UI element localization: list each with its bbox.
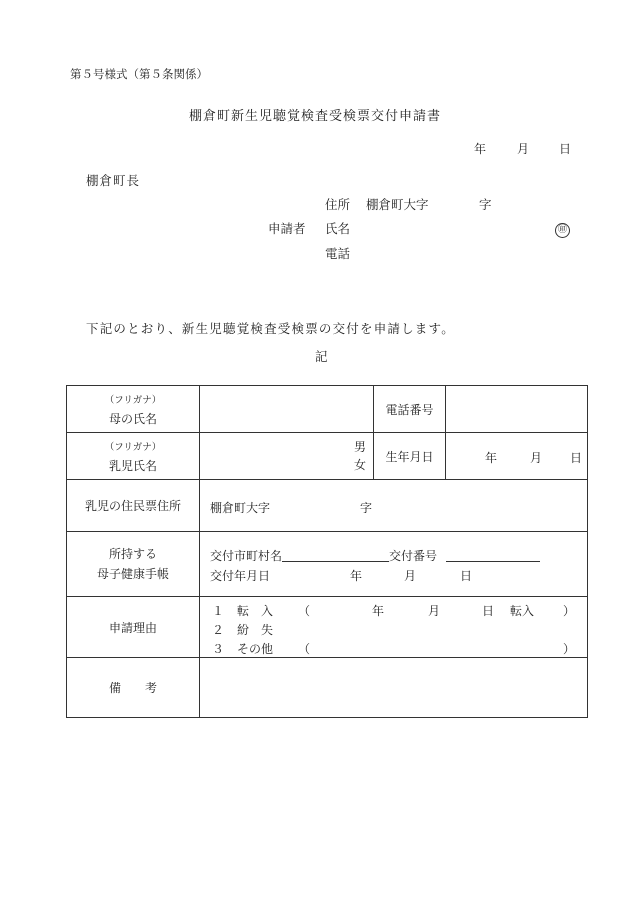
date-month-label: 月	[517, 142, 530, 156]
date-year-label: 年	[474, 142, 487, 156]
reason-1-move-in: 転入	[510, 603, 535, 618]
remarks-row	[67, 658, 588, 718]
phone-number-field[interactable]	[446, 386, 588, 433]
issue-number-label: 交付番号	[389, 549, 438, 563]
address-label: 住所	[325, 197, 351, 212]
reason-3-close-paren: ）	[563, 641, 576, 656]
issue-date-label: 交付年月日	[210, 569, 271, 583]
male-option[interactable]: 男	[353, 440, 366, 454]
issue-year-label: 年	[350, 569, 363, 583]
reason-3-text[interactable]: その他	[237, 641, 274, 656]
reason-1-year: 年	[372, 603, 385, 618]
resident-address-row	[67, 480, 588, 532]
mother-name-header	[67, 386, 200, 433]
birth-year-label: 年	[485, 451, 498, 465]
intro-text: 下記のとおり、新生児聴覚検査受検票の交付を申請します。	[86, 321, 455, 336]
issue-month-label: 月	[404, 569, 417, 583]
applicant-label: 申請者	[268, 221, 306, 236]
reason-label: 申請理由	[67, 597, 200, 658]
reason-row	[67, 597, 588, 658]
resident-address-field[interactable]	[200, 480, 588, 532]
mother-name-field[interactable]	[200, 386, 374, 433]
reason-1-number: １	[212, 603, 225, 618]
birth-date-label: 生年月日	[374, 433, 446, 480]
resident-address-label: 乳児の住民票住所	[67, 480, 200, 532]
ki-mark: 記	[315, 349, 328, 364]
remarks-field[interactable]	[200, 658, 588, 718]
infant-row	[67, 433, 588, 480]
issuing-municipality-label: 交付市町村名	[210, 549, 283, 563]
infant-furigana: （フリガナ）	[104, 441, 162, 453]
infant-name-field[interactable]	[200, 433, 374, 480]
remarks-label: 備 考	[67, 658, 200, 718]
handbook-header	[67, 532, 200, 597]
reason-3-open-paren: （	[298, 641, 311, 656]
application-table	[66, 385, 588, 718]
birth-month-label: 月	[530, 451, 543, 465]
female-option[interactable]: 女	[353, 458, 366, 472]
mother-row	[67, 386, 588, 433]
reason-1-close-paren: ）	[563, 603, 576, 618]
reason-3-number: ３	[212, 641, 225, 656]
handbook-label-2: 母子健康手帳	[96, 567, 169, 581]
reason-1-open-paren: （	[298, 603, 311, 618]
reason-1-month: 月	[428, 603, 441, 618]
handbook-field[interactable]	[200, 532, 588, 597]
resident-address-value: 棚倉町大字	[210, 500, 271, 515]
resident-address-suffix: 字	[360, 500, 373, 515]
handbook-row	[67, 532, 588, 597]
address-suffix: 字	[479, 197, 492, 212]
reason-1-day: 日	[482, 603, 495, 618]
phone-label: 電話	[325, 246, 351, 261]
issue-day-label: 日	[460, 569, 473, 583]
reason-1-text[interactable]: 転 入	[237, 603, 274, 618]
mother-furigana: （フリガナ）	[104, 394, 162, 406]
phone-number-label: 電話番号	[374, 386, 446, 433]
addressee: 棚倉町長	[86, 173, 141, 188]
reason-2-text[interactable]: 紛 失	[237, 622, 274, 637]
date-day-label: 日	[559, 142, 572, 156]
issue-number-line[interactable]	[446, 547, 540, 562]
form-number: 第５号様式（第５条関係）	[70, 67, 208, 81]
handbook-label-1: 所持する	[108, 547, 157, 561]
name-label: 氏名	[325, 221, 351, 236]
birth-day-label: 日	[570, 451, 583, 465]
mother-name-label: 母の氏名	[108, 411, 157, 426]
birth-date-field[interactable]	[446, 433, 588, 480]
address-value: 棚倉町大字	[366, 197, 429, 212]
form-title: 棚倉町新生児聴覚検査受検票交付申請書	[188, 109, 441, 124]
reason-field[interactable]	[200, 597, 588, 658]
issuing-municipality-line[interactable]	[282, 547, 389, 562]
infant-name-header	[67, 433, 200, 480]
reason-2-number: ２	[212, 622, 225, 637]
infant-name-label: 乳児氏名	[108, 458, 157, 473]
seal-mark: ㊞	[555, 223, 570, 238]
